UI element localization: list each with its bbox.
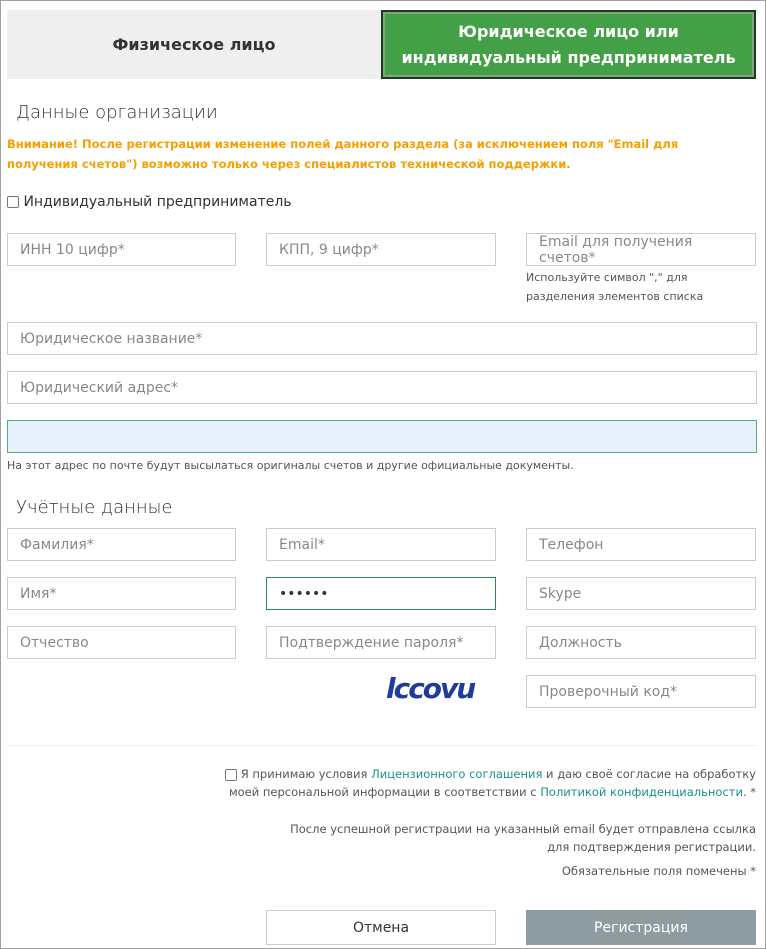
last-name-input[interactable]: Фамилия* (7, 528, 236, 561)
ip-checkbox[interactable] (7, 196, 19, 208)
agreement (200, 765, 756, 801)
first-name-input[interactable]: Имя* (7, 577, 236, 610)
agreement-suffix: . * (742, 785, 756, 799)
middle-name-input[interactable]: Отчество (7, 626, 236, 659)
required-note: Обязательные поля помечены * (561, 864, 756, 878)
warning-text: Внимание! После регистрации изменение полей данного раздела (за исключением поля "Email для получения счетов") возможно только через специалистов технической поддержки. (7, 137, 679, 171)
invoice-email-input[interactable]: Email для получения счетов* (526, 233, 756, 266)
email-input[interactable]: Email* (266, 528, 496, 561)
agreement-checkbox[interactable] (225, 769, 237, 781)
postal-address-input[interactable] (7, 420, 757, 453)
password-confirm-input[interactable]: Подтверждение пароля* (266, 626, 496, 659)
captcha-input[interactable]: Проверочный код* (526, 675, 756, 708)
account-heading: Учётные данные (16, 497, 173, 518)
license-link[interactable]: Лицензионного соглашения (371, 767, 543, 781)
postal-note: На этот адрес по почте будут высылаться оригиналы счетов и другие официальные документы. (7, 459, 574, 472)
info-text: После успешной регистрации на указанный email будет отправлена ссылка для подтверждения регистрации. (290, 822, 756, 854)
legal-name-input[interactable]: Юридическое название* (7, 322, 757, 355)
org-heading: Данные организации (16, 102, 218, 123)
privacy-link[interactable]: Политикой конфиденциальности (540, 785, 743, 799)
phone-input[interactable]: Телефон (526, 528, 756, 561)
legal-address-input[interactable]: Юридический адрес* (7, 371, 757, 404)
skype-input[interactable]: Skype (526, 577, 756, 610)
register-button[interactable]: Регистрация (526, 910, 756, 945)
tab-individual[interactable]: Физическое лицо (7, 10, 381, 79)
agreement-prefix: Я принимаю условия (240, 767, 372, 781)
tab-legal-entity[interactable]: Юридическое лицо или индивидуальный предприниматель (381, 10, 756, 79)
email-hint: Используйте символ "," для разделения элементов списка (526, 271, 704, 303)
divider (7, 745, 757, 746)
position-input[interactable]: Должность (526, 626, 756, 659)
ip-checkbox-label: Индивидуальный предприниматель (23, 194, 292, 210)
cancel-button[interactable]: Отмена (266, 910, 496, 945)
captcha-image: lccovu (386, 672, 475, 705)
ip-checkbox-row[interactable] (7, 194, 292, 210)
agreement-middle: и даю своё согласие на обработку моей персональной информации в соответствии с (228, 767, 756, 799)
inn-input[interactable]: ИНН 10 цифр* (7, 233, 236, 266)
kpp-input[interactable]: КПП, 9 цифр* (266, 233, 496, 266)
password-input[interactable]: •••••• (266, 577, 496, 610)
